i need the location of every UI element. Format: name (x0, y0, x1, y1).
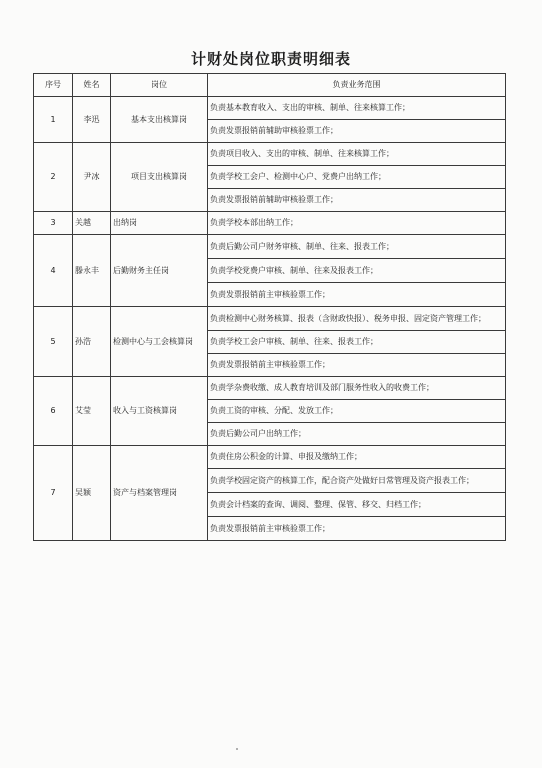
table-row (34, 235, 506, 259)
table-header-row (34, 74, 506, 97)
row-post: 后勤财务主任岗 (111, 235, 208, 307)
row-index: 6 (34, 377, 73, 446)
row-index: 4 (34, 235, 73, 307)
duty-cell: 负责学校本部出纳工作； (208, 212, 506, 235)
table-row (34, 446, 506, 469)
duty-cell: 负责发票报销前辅助审核验票工作； (208, 189, 506, 212)
header-post: 岗位 (111, 74, 208, 97)
duty-cell: 负责发票报销前主审核验票工作； (208, 283, 506, 307)
duty-cell: 负责发票报销前主审核验票工作； (208, 354, 506, 377)
row-name: 吴颖 (73, 446, 111, 541)
row-post: 基本支出核算岗 (111, 97, 208, 143)
row-post: 检测中心与工会核算岗 (111, 307, 208, 377)
row-index: 1 (34, 97, 73, 143)
row-name: 滕永丰 (73, 235, 111, 307)
duty-cell: 负责检测中心财务核算、报表（含财政快报）、税务申报、固定资产管理工作； (208, 307, 506, 331)
duty-table (33, 73, 506, 541)
header-name: 姓名 (73, 74, 111, 97)
row-post: 资产与档案管理岗 (111, 446, 208, 541)
row-post: 出纳岗 (111, 212, 208, 235)
duty-cell: 负责学校党费户审核、制单、往来及报表工作； (208, 259, 506, 283)
duty-cell: 负责后勤公司户财务审核、制单、往来、报表工作； (208, 235, 506, 259)
row-name: 孙浩 (73, 307, 111, 377)
duty-cell: 负责发票报销前主审核验票工作； (208, 517, 506, 541)
page-title: 计财处岗位职责明细表 (190, 50, 351, 68)
row-index: 3 (34, 212, 73, 235)
duty-cell: 负责项目收入、支出的审核、制单、往来核算工作； (208, 143, 506, 166)
header-scope: 负责业务范围 (208, 74, 506, 97)
row-post: 项目支出核算岗 (111, 143, 208, 212)
duty-cell: 负责发票报销前辅助审核验票工作； (208, 120, 506, 143)
row-name: 艾莹 (73, 377, 111, 446)
row-index: 2 (34, 143, 73, 212)
duty-cell: 负责学校工会户审核、制单、往来、报表工作； (208, 331, 506, 354)
duty-cell: 负责学校固定资产的核算工作，配合资产处做好日常管理及资产报表工作； (208, 469, 506, 493)
row-post: 收入与工资核算岗 (111, 377, 208, 446)
duty-cell: 负责住房公积金的计算、申报及缴纳工作； (208, 446, 506, 469)
duty-cell: 负责后勤公司户出纳工作； (208, 423, 506, 446)
header-index: 序号 (34, 74, 73, 97)
row-name: 尹冰 (73, 143, 111, 212)
duty-cell: 负责学杂费收缴、成人教育培训及部门服务性收入的收费工作； (208, 377, 506, 400)
duty-cell: 负责学校工会户、检测中心户、党费户出纳工作； (208, 166, 506, 189)
table-row (34, 97, 506, 120)
scan-speck (236, 748, 238, 750)
duty-cell: 负责会计档案的查询、调阅、整理、保管、移交、归档工作； (208, 493, 506, 517)
row-index: 5 (34, 307, 73, 377)
row-index: 7 (34, 446, 73, 541)
table-row (34, 143, 506, 166)
duty-cell: 负责基本教育收入、支出的审核、制单、往来核算工作； (208, 97, 506, 120)
table-row (34, 212, 506, 235)
row-name: 李迅 (73, 97, 111, 143)
row-name: 关越 (73, 212, 111, 235)
table-row (34, 307, 506, 331)
duty-cell: 负责工资的审核、分配、发放工作； (208, 400, 506, 423)
table-row (34, 377, 506, 400)
